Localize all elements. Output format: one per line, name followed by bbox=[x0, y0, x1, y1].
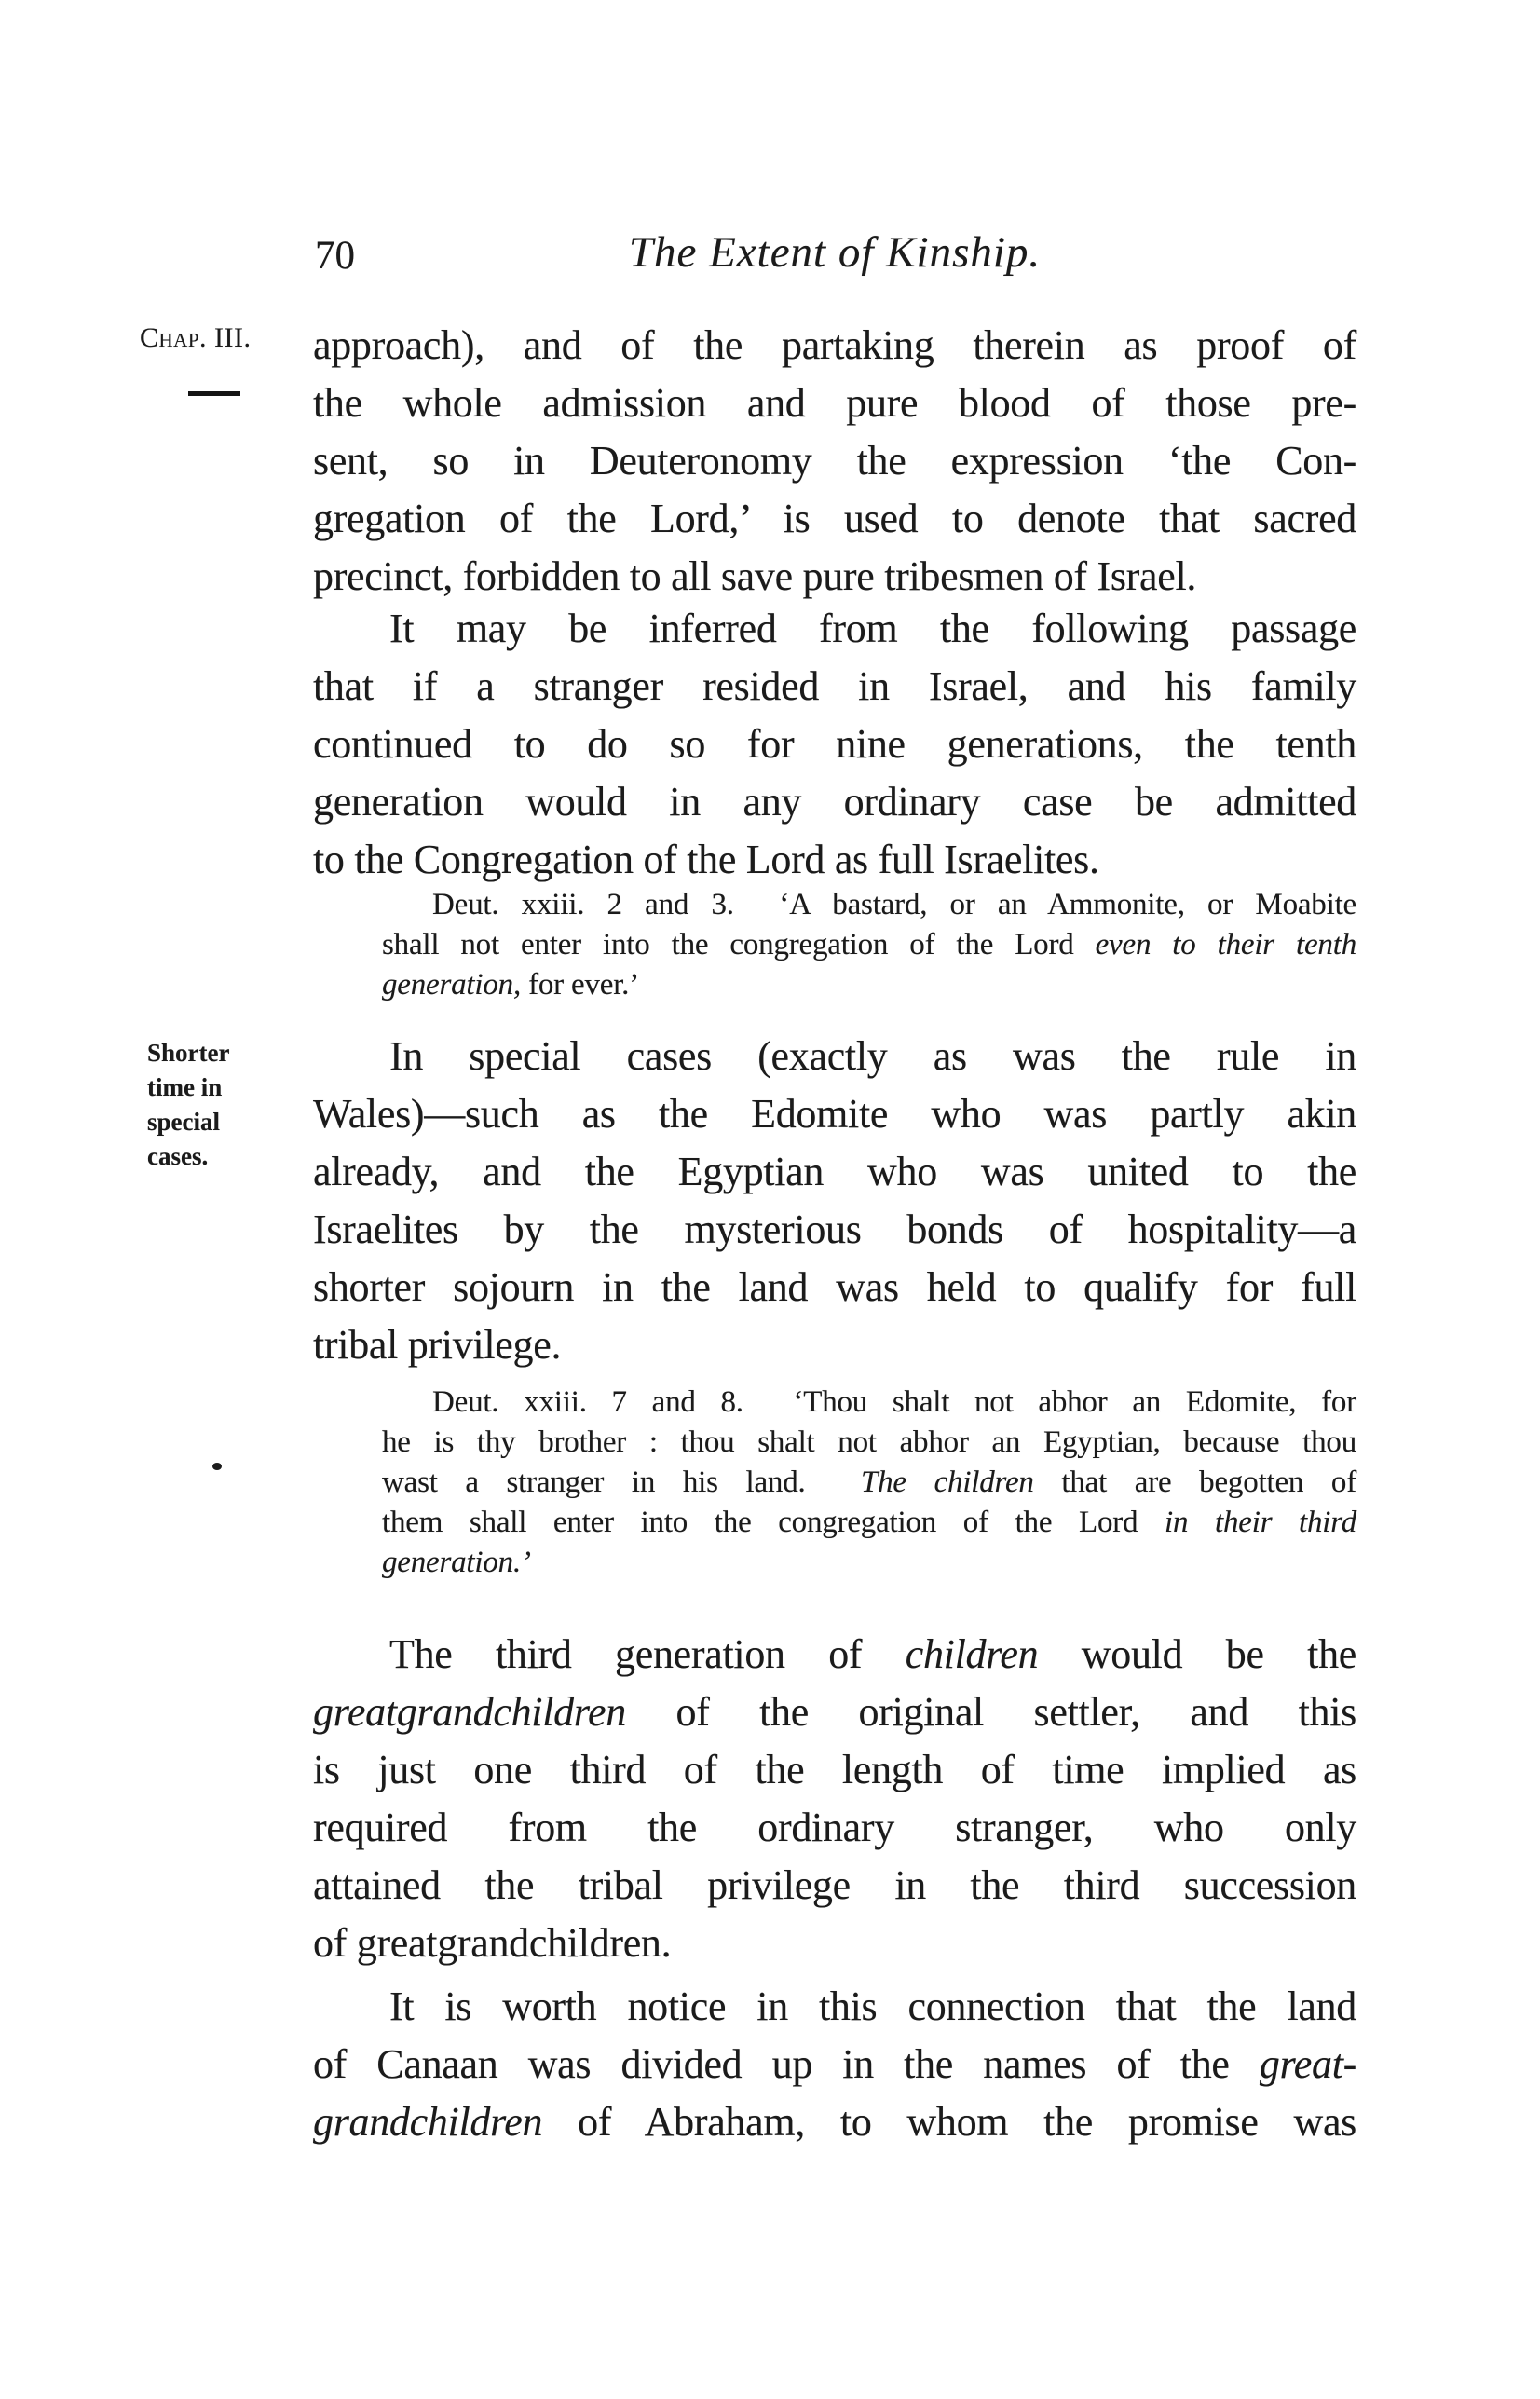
italic-run: generation, bbox=[382, 968, 522, 1002]
margin-note-line: cases. bbox=[147, 1142, 209, 1170]
text-run: he is thy brother : thou shalt not abhor an Egyptian, because thou bbox=[382, 1425, 1356, 1459]
italic-run: in their third bbox=[1165, 1506, 1356, 1539]
text-line bbox=[382, 965, 1356, 1005]
text-run: of the original settler, and this bbox=[625, 1689, 1356, 1735]
text-line bbox=[313, 2093, 1356, 2151]
text-run: approach), and of the partaking therein as proof of bbox=[313, 322, 1356, 368]
text-line bbox=[313, 1085, 1356, 1143]
text-line bbox=[313, 658, 1356, 716]
italic-run: even to their tenth bbox=[1095, 928, 1356, 961]
text-run: for ever.’ bbox=[521, 968, 640, 1002]
margin-note-line: Shorter bbox=[147, 1039, 230, 1067]
text-run: tribal privilege. bbox=[313, 1322, 562, 1368]
text-run: attained the tribal privilege in the third succession bbox=[313, 1862, 1356, 1908]
text-line bbox=[313, 548, 1356, 606]
text-run: of Canaan was divided up in the names of the bbox=[313, 2041, 1260, 2087]
text-line bbox=[313, 773, 1356, 831]
italic-run: great- bbox=[1259, 2041, 1356, 2087]
paragraph bbox=[313, 1028, 1356, 1374]
paragraph bbox=[313, 1626, 1356, 1972]
margin-chapter-rule bbox=[188, 391, 240, 396]
paragraph bbox=[313, 600, 1356, 889]
scripture-quote bbox=[382, 885, 1356, 1005]
running-title: The Extent of Kinship. bbox=[628, 228, 1042, 277]
italic-run: greatgrandchildren bbox=[313, 1689, 626, 1735]
text-line bbox=[382, 1383, 1356, 1423]
text-run: of greatgrandchildren. bbox=[313, 1920, 672, 1966]
paragraph bbox=[313, 317, 1356, 606]
text-run: Deut. xxiii. 7 and 8. ‘Thou shalt not abhor an Edomite, for bbox=[432, 1385, 1356, 1419]
text-run: to the Congregation of the Lord as full Israelites. bbox=[313, 837, 1099, 882]
italic-run: The children bbox=[860, 1465, 1034, 1499]
text-line bbox=[382, 1423, 1356, 1463]
text-run: them shall enter into the congregation of the Lord bbox=[382, 1506, 1165, 1539]
text-run: of Abraham, to whom the promise was bbox=[542, 2099, 1356, 2145]
text-run: In special cases (exactly as was the rule in bbox=[389, 1033, 1356, 1079]
text-line bbox=[382, 1463, 1356, 1503]
text-run: It may be inferred from the following passage bbox=[389, 606, 1356, 651]
text-line bbox=[313, 317, 1356, 375]
text-run: that are begotten of bbox=[1033, 1465, 1356, 1499]
text-line bbox=[313, 375, 1356, 432]
text-run: The third generation of bbox=[389, 1631, 906, 1677]
text-line bbox=[382, 1543, 1356, 1583]
text-line bbox=[382, 1503, 1356, 1543]
text-line bbox=[313, 1741, 1356, 1799]
text-run: already, and the Egyptian who was united to the bbox=[313, 1149, 1356, 1194]
text-run: precinct, forbidden to all save pure tribesmen of Israel. bbox=[313, 553, 1197, 599]
text-line bbox=[313, 1799, 1356, 1857]
text-run: shorter sojourn in the land was held to qualify for full bbox=[313, 1264, 1356, 1310]
text-line bbox=[313, 2036, 1356, 2093]
text-line bbox=[313, 490, 1356, 548]
text-line bbox=[313, 1915, 1356, 1972]
text-run: would be the bbox=[1038, 1631, 1357, 1677]
text-line bbox=[313, 1683, 1356, 1741]
text-run: generation would in any ordinary case be admitted bbox=[313, 779, 1356, 825]
text-line bbox=[313, 1259, 1356, 1316]
margin-note-line: time in bbox=[147, 1073, 223, 1101]
text-line bbox=[313, 432, 1356, 490]
italic-run: grandchildren bbox=[313, 2099, 543, 2145]
text-line bbox=[382, 925, 1356, 965]
text-run: sent, so in Deuteronomy the expression ‘the Con- bbox=[313, 438, 1356, 484]
text-line bbox=[313, 1978, 1356, 2036]
text-line bbox=[313, 1857, 1356, 1915]
text-line bbox=[313, 1626, 1356, 1683]
text-line bbox=[313, 1201, 1356, 1259]
margin-chapter-label: Chap. III. bbox=[140, 322, 252, 353]
text-run: is just one third of the length of time implied as bbox=[313, 1747, 1356, 1792]
text-line bbox=[313, 1316, 1356, 1374]
text-run: Israelites by the mysterious bonds of hospitality—a bbox=[313, 1206, 1356, 1252]
text-line bbox=[313, 600, 1356, 658]
margin-side-note bbox=[147, 1036, 268, 1174]
text-run: wast a stranger in his land. bbox=[382, 1465, 861, 1499]
text-run: Deut. xxiii. 2 and 3. ‘A bastard, or an Ammonite, or Moabite bbox=[432, 888, 1356, 921]
text-run: required from the ordinary stranger, who only bbox=[313, 1805, 1356, 1850]
text-line bbox=[382, 885, 1356, 925]
text-line bbox=[313, 716, 1356, 773]
text-run: that if a stranger resided in Israel, and his family bbox=[313, 663, 1356, 709]
italic-run: generation.’ bbox=[382, 1546, 531, 1579]
text-run: the whole admission and pure blood of those pre- bbox=[313, 380, 1356, 426]
ink-speck bbox=[212, 1463, 222, 1470]
text-run: Wales)—such as the Edomite who was partly akin bbox=[313, 1091, 1356, 1137]
text-line bbox=[313, 831, 1356, 889]
text-run: gregation of the Lord,’ is used to denote that sacred bbox=[313, 496, 1356, 541]
scripture-quote bbox=[382, 1383, 1356, 1583]
italic-run: children bbox=[905, 1631, 1039, 1677]
text-run: It is worth notice in this connection that the land bbox=[389, 1983, 1356, 2029]
page-number: 70 bbox=[315, 234, 355, 278]
text-line bbox=[313, 1143, 1356, 1201]
text-line bbox=[313, 1028, 1356, 1085]
margin-note-line: special bbox=[147, 1108, 220, 1136]
paragraph bbox=[313, 1978, 1356, 2151]
text-run: continued to do so for nine generations, the tenth bbox=[313, 721, 1356, 767]
text-run: shall not enter into the congregation of the Lord bbox=[382, 928, 1096, 961]
